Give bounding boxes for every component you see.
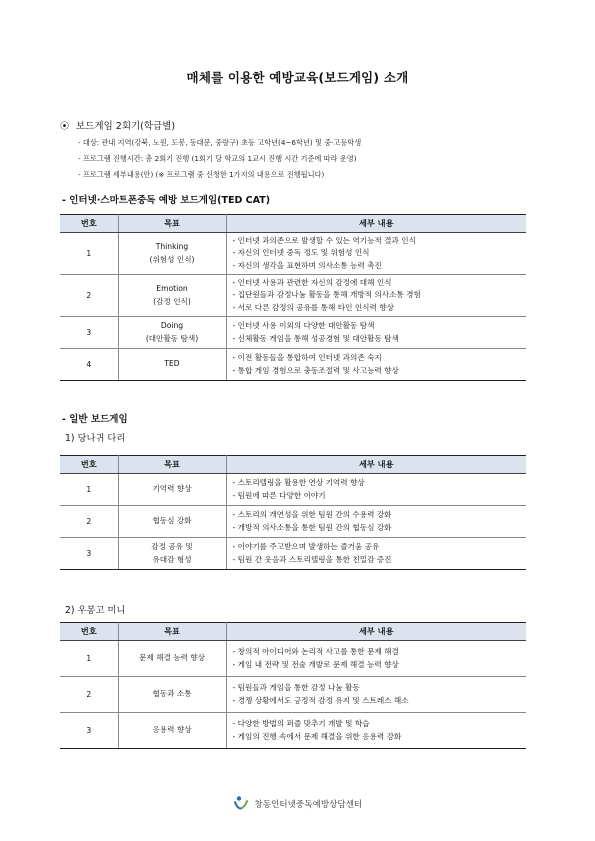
row-details: [226, 538, 526, 570]
detail-line: - 창의적 아이디어와 논리적 사고를 통한 문제 해결: [232, 647, 399, 656]
goal-line: (대안활동 탐색): [145, 333, 199, 343]
program-heading: 보드게임 2회기(학급별): [76, 121, 176, 132]
row-number: 3: [60, 317, 118, 349]
program-heading-row: [60, 118, 175, 132]
detail-line: - 팀원들과 게임을 통한 감정 나눔 활동: [232, 683, 360, 692]
detail-line: - 개방적 의사소통을 통한 팀원 간의 협동심 강화: [232, 522, 392, 532]
row-number: 1: [60, 474, 118, 506]
goal-line: 협동과 소통: [152, 689, 192, 699]
ubongo-mini-table: [60, 622, 526, 749]
donkey-bridge-table: [60, 455, 526, 570]
row-goal: [118, 677, 226, 713]
row-details: [226, 641, 526, 677]
header-number: 번호: [60, 215, 118, 233]
goal-line: 기억력 향상: [152, 484, 192, 494]
row-details: [226, 233, 526, 275]
row-number: 3: [60, 538, 118, 570]
detail-line: - 서로 다른 감정의 공유를 통해 타인 인식력 향상: [232, 302, 394, 312]
detail-line: - 다양한 방법의 퍼즐 맞추기 개발 및 학습: [232, 719, 370, 728]
game2-title: 2) 우봉고 미니: [65, 605, 126, 616]
row-number: 4: [60, 349, 118, 381]
table-row: [60, 233, 526, 275]
goal-line: Thinking: [155, 242, 189, 251]
row-details: [226, 275, 526, 317]
row-number: 2: [60, 677, 118, 713]
goal-line: Emotion: [156, 284, 188, 293]
note-duration: - 프로그램 진행시간: 총 2회기 진행 (1회기 당 학교의 1교시 진행 시간 기준에 따라 운영): [78, 154, 357, 163]
table-row: [60, 506, 526, 538]
table-row: [60, 317, 526, 349]
page-title: 매체를 이용한 예방교육(보드게임) 소개: [186, 70, 409, 85]
detail-line: - 스토리의 개연성을 위한 팀원 간의 수용력 강화: [232, 510, 392, 519]
detail-line: - 이야기를 주고받으며 발생하는 즐거움 공유: [232, 542, 380, 551]
row-goal: [118, 275, 226, 317]
note-target: - 대상: 관내 지역(강북, 노원, 도봉, 동대문, 중랑구) 초등 고학년(4~6학년) 및 중·고등학생: [78, 138, 362, 147]
detail-line: - 이전 활동들을 통합하여 인터넷 과의존 숙지: [232, 353, 382, 362]
detail-line: - 팀원에 따른 다양한 이야기: [232, 490, 326, 500]
row-details: [226, 677, 526, 713]
detail-line: - 자신의 생각을 표현하며 의사소통 능력 촉진: [232, 260, 382, 270]
detail-line: - 인터넷 사용 이외의 다양한 대안활동 탐색: [232, 321, 375, 330]
detail-line: - 팀원 간 웃음과 스토리텔링을 통한 친밀감 증진: [232, 554, 392, 564]
detail-line: - 자신의 인터넷 중독 정도 및 위험성 인식: [232, 248, 370, 258]
table-row: [60, 641, 526, 677]
detail-line: - 신체활동 게임을 통해 성공경험 및 대안활동 탐색: [232, 333, 399, 343]
row-number: 1: [60, 233, 118, 275]
row-goal: [118, 317, 226, 349]
goal-line: 유대감 형성: [152, 554, 192, 564]
header-details: 세부 내용: [226, 215, 526, 233]
header-goal: 목표: [118, 215, 226, 233]
row-details: [226, 506, 526, 538]
goal-line: (위험성 인식): [149, 254, 195, 264]
game1-title: 1) 당나귀 다리: [65, 433, 126, 444]
detail-line: - 통합 게임 경험으로 충동조절력 및 사고능력 향상: [232, 365, 399, 375]
row-details: [226, 474, 526, 506]
header-goal: 목표: [118, 456, 226, 474]
header-details: 세부 내용: [226, 456, 526, 474]
footer: [0, 795, 595, 814]
table-row: [60, 474, 526, 506]
detail-line: - 게임 내 전략 및 전술 개발로 문제 해결 능력 향상: [232, 659, 399, 669]
table-header-row: [60, 215, 526, 233]
goal-line: 응용력 향상: [152, 725, 192, 735]
row-details: [226, 713, 526, 749]
header-number: 번호: [60, 456, 118, 474]
goal-line: 문제 해결 능력 향상: [139, 653, 205, 663]
row-goal: [118, 538, 226, 570]
goal-line: 감정 공유 및: [151, 542, 193, 551]
row-number: 1: [60, 641, 118, 677]
table-row: [60, 275, 526, 317]
goal-line: (감정 인식): [153, 296, 191, 306]
footer-org-name: 창동인터넷중독예방상담센터: [254, 800, 363, 810]
row-goal: [118, 641, 226, 677]
row-goal: [118, 506, 226, 538]
table-row: [60, 538, 526, 570]
table-row: [60, 713, 526, 749]
row-details: [226, 317, 526, 349]
row-goal: [118, 474, 226, 506]
row-details: [226, 349, 526, 381]
row-number: 3: [60, 713, 118, 749]
detail-line: - 인터넷 과의존으로 발생할 수 있는 역기능적 결과 인식: [232, 235, 416, 245]
header-number: 번호: [60, 623, 118, 641]
table-header-row: [60, 623, 526, 641]
table-row: [60, 677, 526, 713]
goal-line: TED: [164, 359, 180, 369]
section2-heading: - 일반 보드게임: [62, 414, 128, 425]
row-number: 2: [60, 506, 118, 538]
detail-line: - 게임의 진행 속에서 문제 해결을 위한 응용력 강화: [232, 731, 402, 741]
table-header-row: [60, 456, 526, 474]
row-goal: [118, 713, 226, 749]
detail-line: - 경쟁 상황에서도 긍정적 감정 유지 및 스트레스 해소: [232, 695, 409, 705]
table-row: [60, 349, 526, 381]
header-details: 세부 내용: [226, 623, 526, 641]
goal-line: Doing: [160, 321, 184, 330]
header-goal: 목표: [118, 623, 226, 641]
bullet-icon: ⦿: [60, 122, 70, 132]
row-goal: [118, 233, 226, 275]
row-goal: [118, 349, 226, 381]
detail-line: - 스토리텔링을 활용한 연상 기억력 향상: [232, 478, 365, 487]
goal-line: 협동심 강화: [152, 516, 192, 526]
section1-heading: - 인터넷·스마트폰중독 예방 보드게임(TED CAT): [62, 195, 271, 206]
detail-line: - 인터넷 사용과 관련한 자신의 감정에 대해 인식: [232, 277, 392, 287]
detail-line: - 집단원들과 감정나눔 활동을 통해 개방적 의사소통 경험: [232, 290, 421, 300]
tedcat-table: [60, 214, 526, 381]
note-details: - 프로그램 세부내용(안) (※ 프로그램 중 신청한 1가지의 내용으로 진행됩니다): [78, 170, 325, 179]
row-number: 2: [60, 275, 118, 317]
center-logo-icon: [233, 795, 249, 814]
